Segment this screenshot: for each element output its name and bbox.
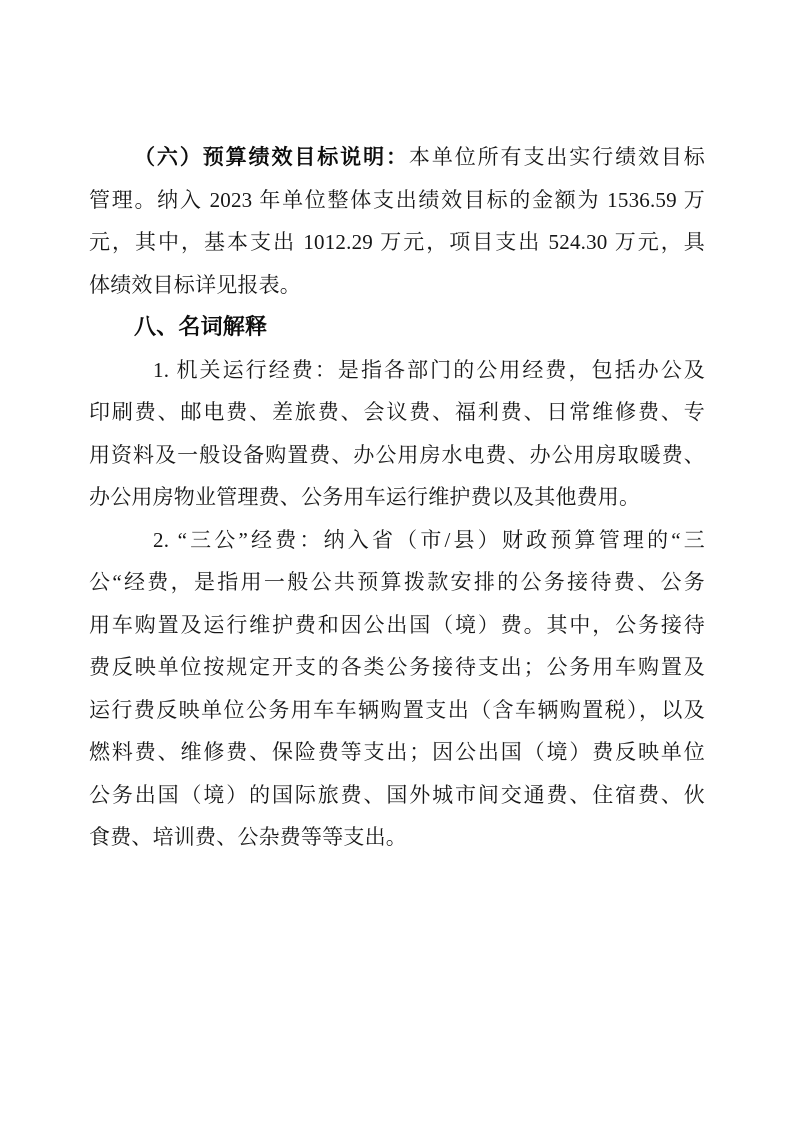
document-content: [89, 136, 705, 859]
text-segment: 用车购置及运行维护费和因公出国（境）费。其中，公务接待: [89, 612, 705, 637]
text-segment: 运行费反映单位公务用车车辆购置支出（含车辆购置税），以及: [89, 697, 705, 722]
text-segment: 公务出国（境）的国际旅费、国外城市间交通费、住宿费、伙: [89, 782, 705, 807]
text-line: [89, 264, 705, 307]
section-heading-text: [89, 306, 705, 349]
text-line: [89, 221, 705, 264]
text-segment: 食费、培训费、公杂费等等支出。: [89, 825, 407, 849]
text-line: [89, 689, 705, 732]
glossary-section-heading: [89, 306, 705, 349]
text-segment: 本单位所有支出实行绩效目标: [408, 145, 705, 169]
term-2-three-public-expenses: [89, 519, 705, 859]
text-segment: 2. “三公”经费：纳入省（市/县）财政预算管理的“三: [153, 527, 705, 552]
text-line: [89, 604, 705, 647]
text-segment: 费反映单位按规定开支的各类公务接待支出；公务用车购置及: [89, 655, 705, 679]
text-line: [89, 731, 705, 774]
text-line: [89, 519, 705, 562]
text-segment: 管理。纳入 2023 年单位整体支出绩效目标的金额为 1536.59 万: [89, 187, 705, 212]
text-line: [89, 816, 705, 859]
text-line: [89, 391, 705, 434]
text-line: [89, 434, 705, 477]
text-segment: 办公用房物业管理费、公务用车运行维护费以及其他费用。: [89, 485, 641, 509]
text-segment: 体绩效目标详见报表。: [89, 272, 301, 297]
bold-text-segment: （六）预算绩效目标说明：: [134, 146, 409, 169]
text-line: [89, 646, 705, 689]
text-line: [89, 136, 705, 179]
text-segment: 燃料费、维修费、保险费等支出；因公出国（境）费反映单位: [89, 740, 705, 764]
text-line: [89, 179, 705, 222]
text-segment: 元，其中，基本支出 1012.29 万元，项目支出 524.30 万元，具: [89, 230, 705, 254]
text-segment: 1. 机关运行经费：是指各部门的公用经费，包括办公及: [153, 357, 705, 382]
text-line: [89, 476, 705, 519]
budget-performance-target-paragraph: [89, 136, 705, 306]
text-segment: 用资料及一般设备购置费、办公用房水电费、办公用房取暖费、: [89, 442, 705, 467]
text-line: [89, 561, 705, 604]
text-line: [89, 349, 705, 392]
term-1-agency-operating-expenses: [89, 349, 705, 519]
bold-text-segment: 八、名词解释: [134, 314, 268, 339]
text-segment: 公“经费，是指用一般公共预算拨款安排的公务接待费、公务: [89, 570, 705, 594]
text-segment: 印刷费、邮电费、差旅费、会议费、福利费、日常维修费、专: [89, 400, 705, 424]
text-line: [89, 774, 705, 817]
